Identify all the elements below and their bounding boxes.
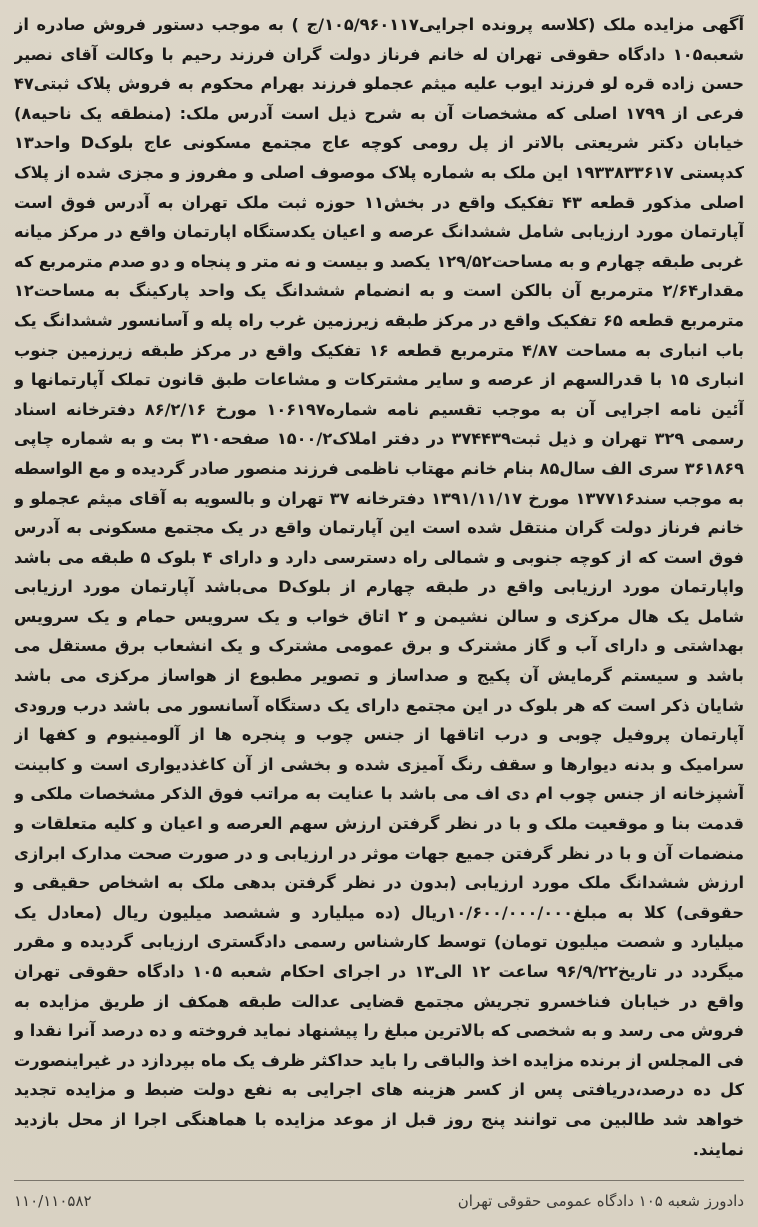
footer-divider: [14, 1180, 744, 1181]
notice-title: آگهی مزایده ملک (کلاسه پرونده اجرایی۱۰۵/۹۶۰۱۱۷/ج ): [291, 15, 744, 34]
notice-footer: [14, 1184, 744, 1218]
issuer-signature: دادورز شعبه ۱۰۵ دادگاه عمومی حقوقی تهران: [457, 1192, 744, 1210]
auction-notice-text: [14, 10, 744, 1178]
notice-body-text: به موجب دستور فروش صادره از شعبه۱۰۵ دادگاه حقوقی تهران له خانم فرناز دولت گران فرزند رحیم با وکالت آقای نصیر حسن زاده قره لو فرزند ایوب علیه میثم عجملو فرزند بهرام محکوم به فروش پلاک ثبتی۴۷ فرعی از ۱۷۹۹ اصلی که مشخصات آن به شرح ذیل است آدرس ملک: (منطقه یک ناحیه۸) خیابان دکتر شریعتی بالاتر از پل رومی کوچه عاج مجتمع مسکونی عاج بلوکD واحد۱۳ کدپستی ۱۹۳۳۸۳۳۶۱۷ این ملک به شماره پلاک موصوف اصلی و مفروز و مجزی شده از پلاک اصلی مذکور قطعه ۴۳ تفکیک واقع در بخش۱۱ حوزه ثبت ملک تهران به آدرس فوق است آپارتمان مورد ارزیابی شامل ششدانگ عرصه و اعیان یکدستگاه اپارتمان واقع در مرکز میانه غربی طبقه چهارم و به مساحت۱۲۹/۵۲ یکصد و بیست و نه متر و پنجاه و دو صدم مترمربع که مقدار۲/۶۴ مترمربع آن بالکن است و به انضمام ششدانگ یک واحد پارکینگ به مساحت۱۲ مترمربع قطعه ۶۵ تفکیک واقع در مرکز طبقه زیرزمین غرب راه پله و آسانسور ششدانگ یک باب انباری به مساحت ۴/۸۷ مترمربع قطعه ۱۶ تفکیک واقع در مرکز طبقه زیرزمین جنوب انباری ۱۵ با قدرالسهم از عرصه و سایر مشترکات و مشاعات طبق قانون تملک آپارتمانها و آئین نامه اجرایی آن به موجب تقسیم نامه شماره۱۰۶۱۹۷ مورخ ۸۶/۲/۱۶ دفترخانه اسناد رسمی ۳۲۹ تهران و ذیل ثبت۳۷۴۴۳۹ در دفتر املاک۱۵۰۰/۲ صفحه۳۱۰ بت و به شماره چاپی ۳۶۱۸۶۹ سری الف سال۸۵ بنام خانم مهتاب ناظمی فرزند منصور صادر گردیده و مع الواسطه به موجب سند۱۳۷۷۱۶ مورخ ۱۳۹۱/۱۱/۱۷ دفترخانه ۳۷ تهران و بالسویه به آقای میثم عجملو و خانم فرناز دولت گران منتقل شده است این آپارتمان واقع در یک مجتمع مسکونی به آدرس فوق است که از کوچه جنوبی و شمالی راه دسترسی دارد و دارای ۴ بلوک ۵ طبقه می باشد واپارتمان مورد ارزیابی واقع در طبقه چهارم از بلوکD می‌باشد آپارتمان مورد ارزیابی شامل یک هال مرکزی و سالن نشیمن و ۲ اتاق خواب و یک سرویس حمام و یک سرویس بهداشتی و دارای آب و گاز مشترک و برق عمومی مشترک و یک انشعاب برق مستقل می باشد و سیستم گرمایش آن پکیج و صداساز و تصویر مطبوع از هواساز مرکزی می باشد شایان ذکر است که هر بلوک در این مجتمع دارای یک دستگاه آسانسور می باشد درب ورودی آپارتمان پروفیل چوبی و درب اتاقها از جنس چوب و پنجره ها از آلومینیوم و کفها از سرامیک و بدنه دیوارها و سقف رنگ آمیزی شده و بخشی از آن کاغذدیواری است و کابینت آشپزخانه از جنس چوب ام دی اف می باشد با عنایت به مراتب فوق الذکر مشخصات ملکی و قدمت بنا و موقعیت ملک و با در نظر گرفتن ارزش سهم العرصه و اعیان و کلیه متعلقات و منضمات آن و با در نظر گرفتن جمیع جهات موثر در ارزیابی و در صورت صحت مدارک ابرازی ارزش ششدانگ ملک مورد ارزیابی (بدون در نظر گرفتن بدهی ملک به اشخاص حقیقی و حقوقی) کلا به مبلغ۱۰/۶۰۰/۰۰۰/۰۰۰ریال (ده میلیارد و ششصد میلیون ریال (معادل یک میلیارد و شصت میلیون تومان) توسط کارشناس رسمی دادگستری ارزیابی گردیده و مقرر میگردد در تاریخ۹۶/۹/۲۲ ساعت ۱۲ الی۱۳ در اجرای احکام شعبه ۱۰۵ دادگاه حقوقی تهران واقع در خیابان فناخسرو تجریش مجتمع قضایی عدالت طبقه همکف از طریق مزایده به فروش می رسد و به شخصی که بالاترین مبلغ را پیشنهاد نماید فروخته و ده درصد آنرا نقدا و فی المجلس از برنده مزایده اخذ والباقی را باید حداکثر ظرف یک ماه بپردازد در غیراینصورت کل ده درصد،دریافتی پس از کسر هزینه های اجرایی به نفع دولت ضبط و مزایده تجدید خواهد شد طالبین می توانند پنج روز قبل از موعد مزایده با هماهنگی اجرا از محل بازدید نمایند.: [14, 15, 744, 1159]
reference-number: ۱۱۰/۱۱۰۵۸۲: [14, 1192, 92, 1210]
